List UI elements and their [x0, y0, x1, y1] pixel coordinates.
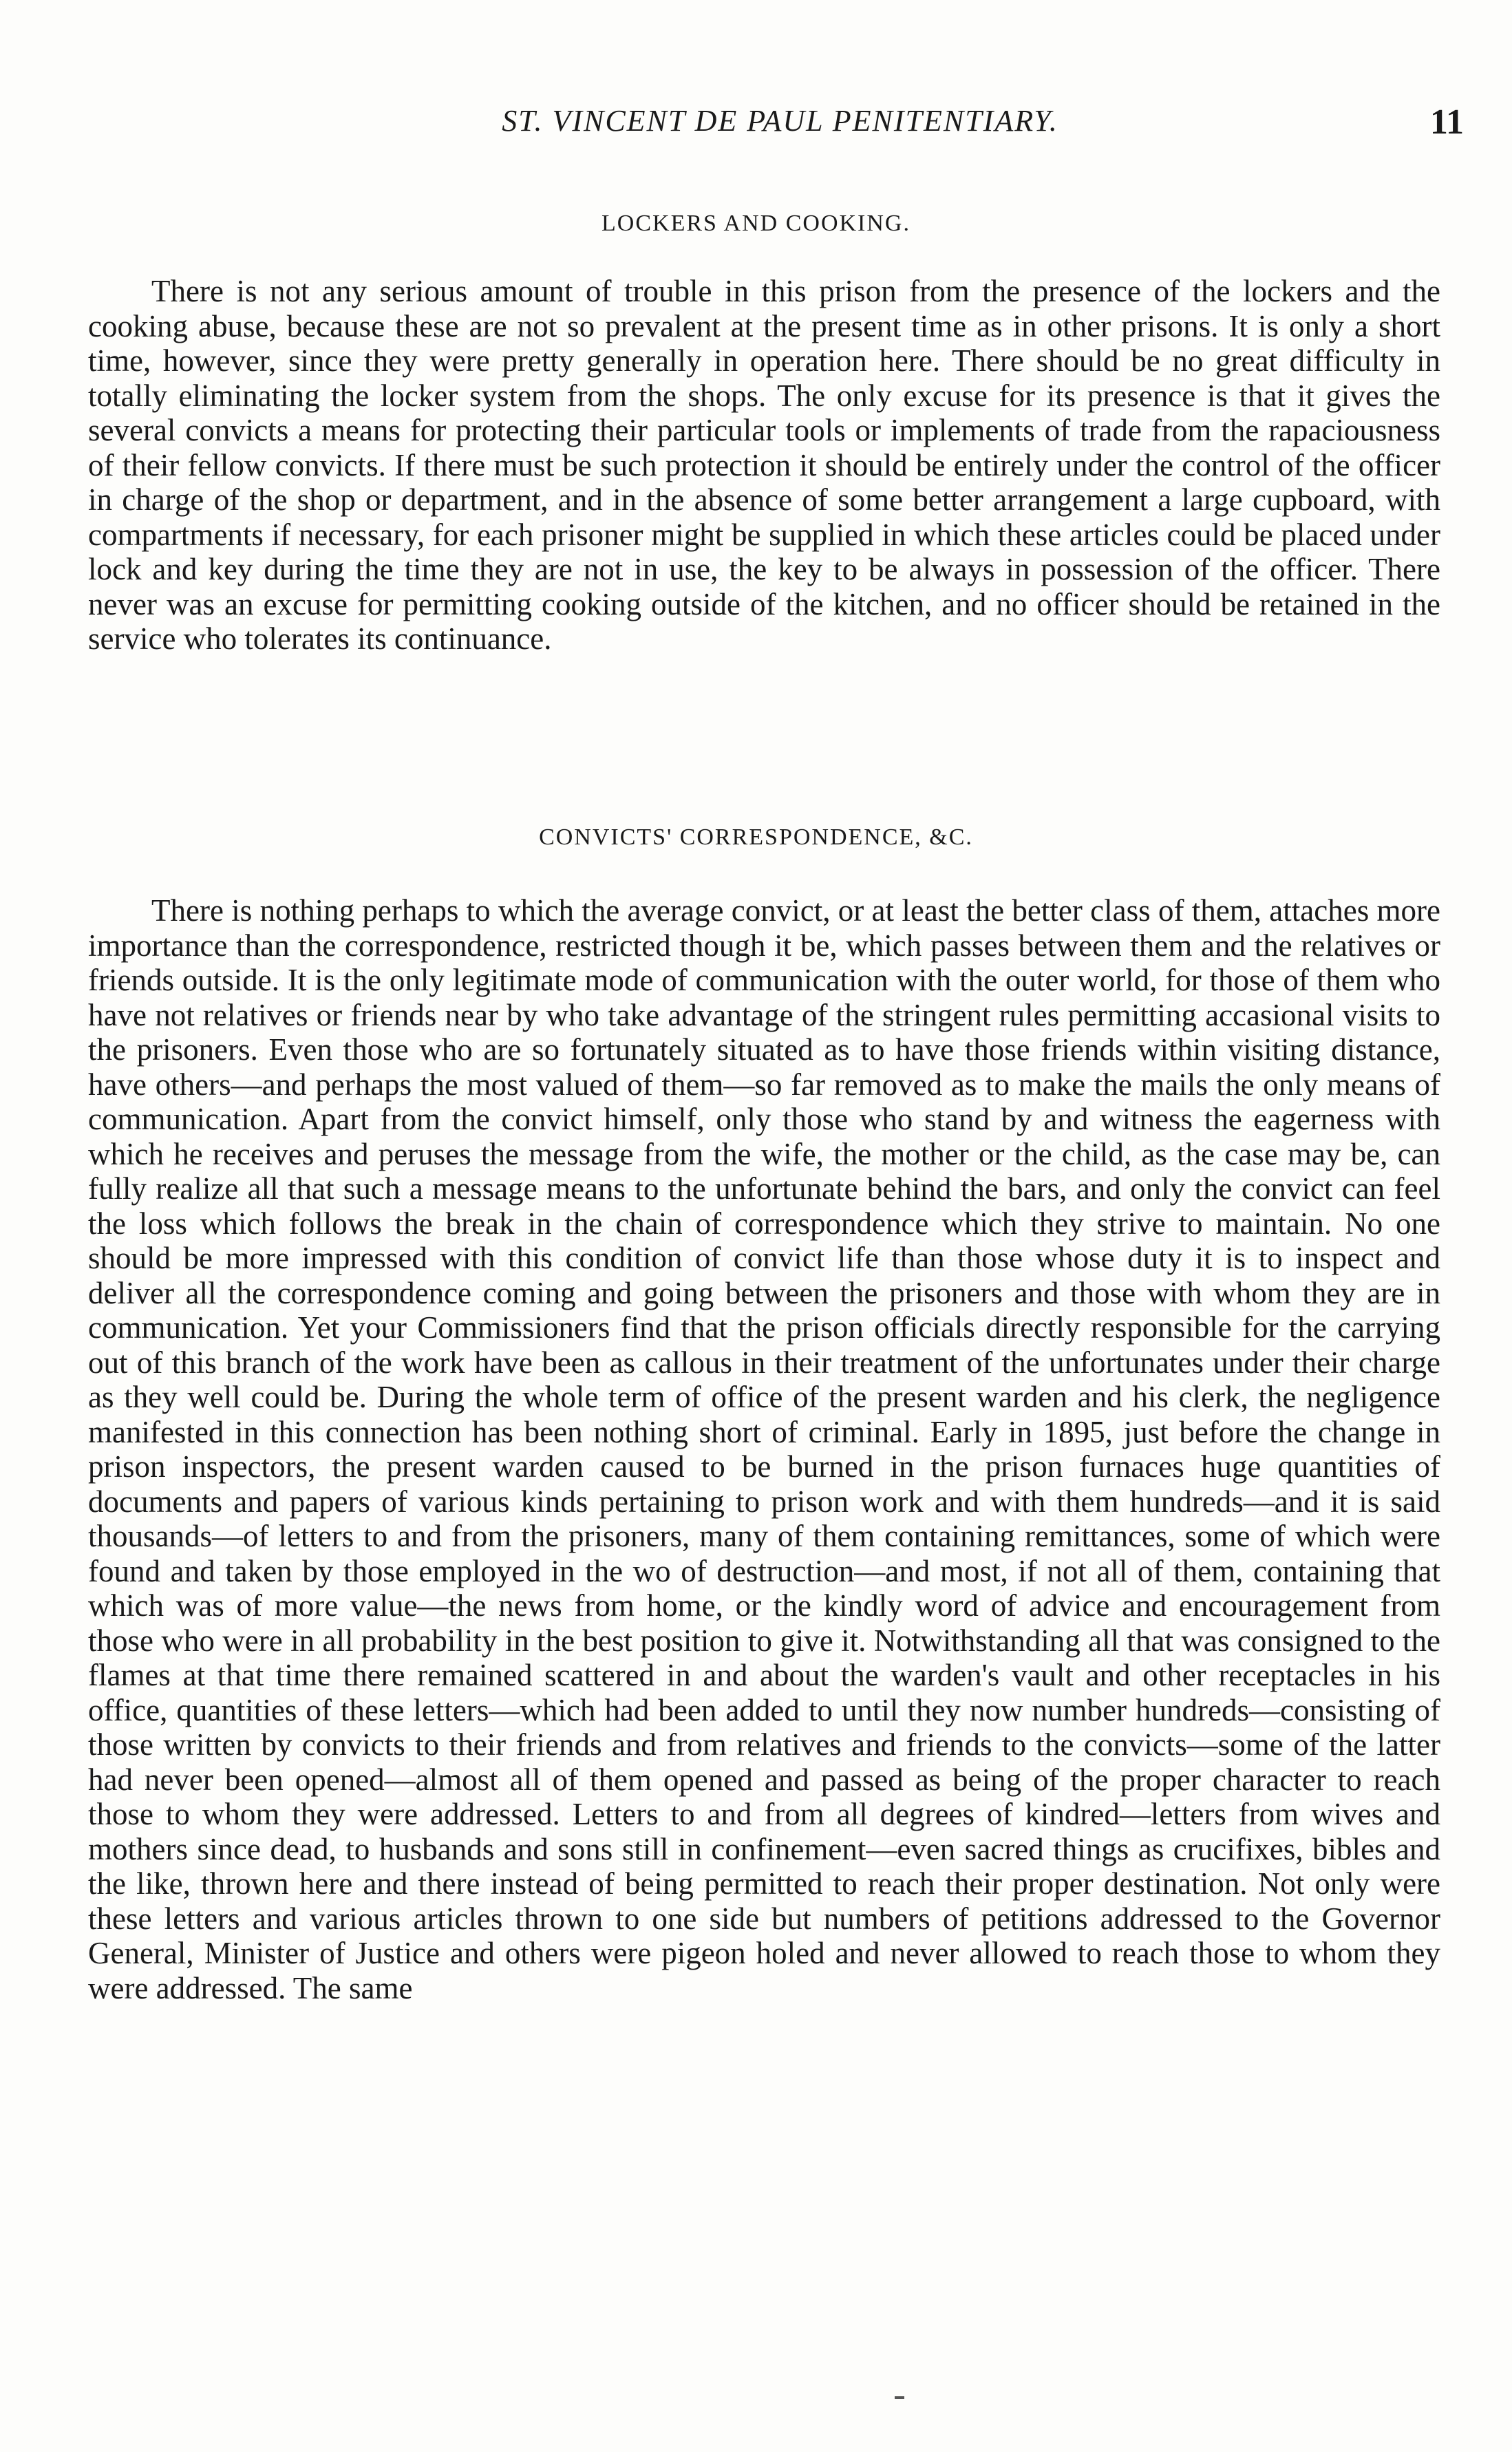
- running-title: ST. VINCENT DE PAUL PENITENTIARY.: [502, 104, 1058, 138]
- running-head: [96, 103, 1464, 151]
- section-body-correspondence: [88, 893, 1440, 2005]
- page-number: 11: [1429, 103, 1464, 142]
- section-heading-lockers: LOCKERS AND COOKING.: [601, 211, 911, 236]
- paragraph: There is nothing perhaps to which the average convict, or at least the better class of them, attaches more importance than the correspondence, restricted though it be, which passes between them and the relatives or friends outside. It is the only legitimate mode of communication with the outer world, for those of them who have not relatives or friends near by who take advantage of the stringent rules permitting accasional visits to the prisoners. Even those who are so fortunately situated as to have those friends within visiting distance, have others—and perhaps the most valued of them—so far removed as to make the mails the only means of communication. Apart from the convict himself, only those who stand by and witness the eagerness with which he receives and peruses the message from the wife, the mother or the child, as the case may be, can fully realize all that such a message means to the unfortunate behind the bars, and only the convict can feel the loss which follows the break in the chain of correspondence which they strive to maintain. No one should be more impressed with this condition of convict life than those whose duty it is to inspect and deliver all the correspondence coming and going between the prisoners and those with whom they are in communication. Yet your Commissioners find that the prison officials directly responsible for the carrying out of this branch of the work have been as callous in their treatment of the unfortunates under their charge as they well could be. During the whole term of office of the present warden and his clerk, the negligence manifested in this connection has been nothing short of criminal. Early in 1895, just before the change in prison inspectors, the present warden caused to be burned in the prison furnaces huge quantities of documents and papers of various kinds pertaining to prison work and with them hundreds—and it is said thousands—of letters to and from the prisoners, many of them containing remittances, some of which were found and taken by those employed in the wo of destruction—and most, if not all of them, containing that which was of more value—the news from home, or the kindly word of advice and encouragement from those who were in all probability in the best position to give it. Notwithstanding all that was consigned to the flames at that time there remained scattered in and about the warden's vault and other receptacles in his office, quantities of these letters—which had been added to until they now number hundreds—consisting of those written by convicts to their friends and from relatives and friends to the convicts—some of the latter had never been opened—almost all of them opened and passed as being of the proper character to reach those to whom they were addressed. Letters to and from all degrees of kindred—letters from wives and mothers since dead, to husbands and sons still in confinement—even sacred things as crucifixes, bibles and the like, thrown here and there instead of being permitted to reach their proper destination. Not only were these letters and various articles thrown to one side but numbers of petitions addressed to the Governor General, Minister of Justice and others were pigeon holed and never allowed to reach those to whom they were addressed. The same: [88, 893, 1440, 2005]
- section-body-lockers: [88, 274, 1440, 657]
- paragraph: There is not any serious amount of trouble in this prison from the presence of the lockers and the cooking abuse, because these are not so prevalent at the present time as in other prisons. It is only a short time, however, since they were pretty generally in operation here. There should be no great difficulty in totally eliminating the locker system from the shops. The only excuse for its presence is that it gives the several convicts a means for protecting their particular tools or implements of trade from the rapaciousness of their fellow convicts. If there must be such protection it should be entirely under the control of the officer in charge of the shop or department, and in the absence of some better arrangement a large cupboard, with compartments if necessary, for each prisoner might be supplied in which these articles could be placed under lock and key during the time they are not in use, the key to be always in possession of the officer. There never was an excuse for permitting cooking outside of the kitchen, and no officer should be retained in the service who tolerates its continuance.: [88, 274, 1440, 656]
- section-heading-correspondence: CONVICTS' CORRESPONDENCE, &C.: [539, 824, 973, 850]
- footer-mark: [895, 2396, 904, 2399]
